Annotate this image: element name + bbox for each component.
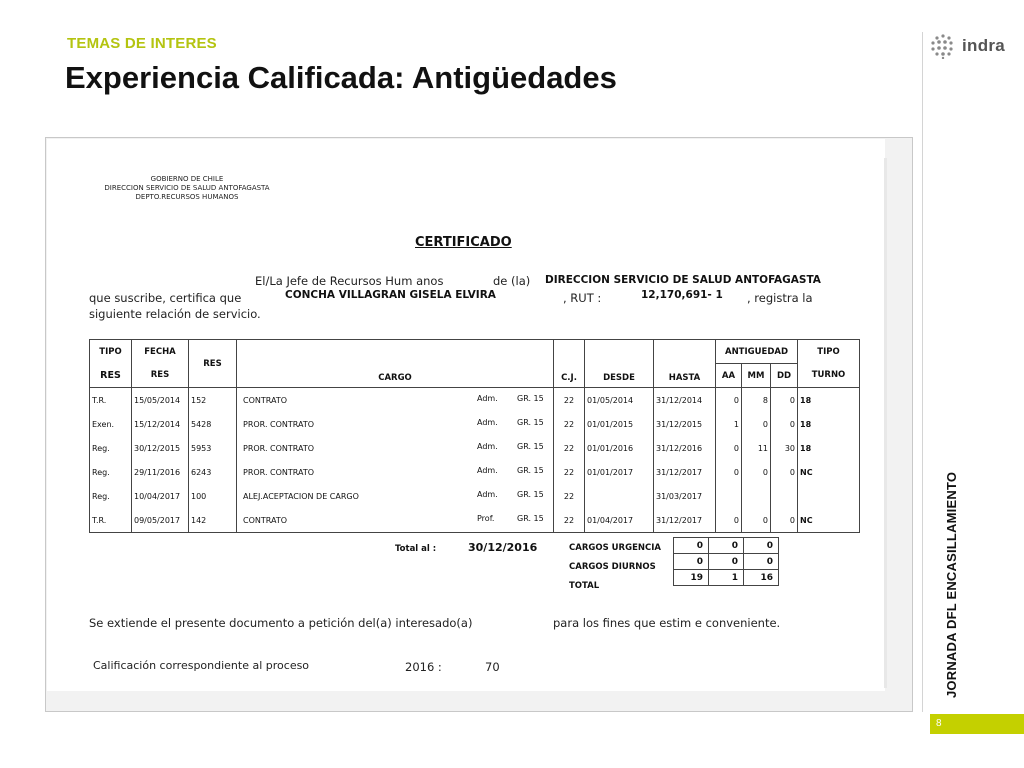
cell-desde [585, 484, 654, 508]
divider [922, 32, 923, 712]
cell-aa: 1 [716, 412, 742, 436]
th-hasta: HASTA [654, 340, 716, 388]
cell-dd: 30 [771, 436, 798, 460]
table-row [90, 436, 860, 460]
table-row [90, 460, 860, 484]
total-aa: 0 [674, 538, 709, 554]
cell-tipo: Exen. [90, 412, 132, 436]
cell-hasta: 31/03/2017 [654, 484, 716, 508]
cargo-grade: GR. 15 [517, 418, 544, 427]
intro-line3: siguiente relación de servicio. [89, 307, 261, 321]
total-mm: 0 [709, 538, 744, 554]
cargo-text: CONTRATO [243, 515, 288, 525]
cell-hasta: 31/12/2016 [654, 436, 716, 460]
th-res: RES [189, 340, 237, 388]
table-row [90, 412, 860, 436]
cargo-grade: GR. 15 [517, 490, 544, 499]
cell-aa: 0 [716, 460, 742, 484]
cell-mm [742, 484, 771, 508]
cell-desde: 01/01/2017 [585, 460, 654, 484]
indra-logo [930, 33, 1005, 59]
cell-res: 5953 [189, 436, 237, 460]
total-dd: 0 [744, 554, 779, 570]
calificacion-value: 70 [485, 660, 500, 674]
th-desde: DESDE [585, 340, 654, 388]
table-header-row-1 [90, 340, 860, 364]
cell-desde: 01/05/2014 [585, 388, 654, 413]
logo-text: indra [962, 36, 1006, 55]
cell-mm: 0 [742, 460, 771, 484]
intro-line2-suffix: , registra la [747, 291, 813, 305]
org-line-depto: DEPTO.RECURSOS HUMANOS [135, 193, 239, 201]
intro-de: de (la) [493, 274, 531, 288]
cell-mm: 0 [742, 412, 771, 436]
cell-cj: 22 [554, 508, 585, 533]
th-dd: DD [771, 364, 798, 388]
cargo-text: PROR. CONTRATO [243, 419, 315, 429]
cell-cj: 22 [554, 460, 585, 484]
th-cargo: CARGO [237, 340, 554, 388]
cell-desde: 01/01/2016 [585, 436, 654, 460]
cell-turno: NC [798, 460, 860, 484]
cell-mm: 8 [742, 388, 771, 413]
side-label: JORNADA DFL ENCASILLAMIENTO [944, 471, 959, 698]
th-fecha: FECHA [132, 340, 189, 364]
cell-dd: 0 [771, 412, 798, 436]
paper-edge [884, 158, 887, 688]
slide-title: Experiencia Calificada: Antigüedades [65, 60, 617, 95]
total-aa: 0 [674, 554, 709, 570]
cell-dd [771, 484, 798, 508]
cell-dd: 0 [771, 460, 798, 484]
calificacion-label: Calificación correspondiente al proceso [93, 659, 310, 672]
th-antiguedad: ANTIGUEDAD [716, 340, 798, 364]
cargo-adm: Adm. [477, 394, 498, 403]
cargo-grade: GR. 15 [517, 466, 544, 475]
intro-line2: que suscribe, certifica que [89, 291, 242, 305]
cargo-grade: GR. 15 [517, 514, 544, 523]
cell-fecha: 09/05/2017 [132, 508, 189, 533]
service-table [89, 339, 860, 533]
totals-row [674, 538, 779, 554]
certificate-paper [47, 139, 885, 691]
cargo-text: PROR. CONTRATO [243, 443, 315, 453]
cell-res: 142 [189, 508, 237, 533]
total-al-label: Total al : [395, 544, 437, 554]
calificacion-year: 2016 : [405, 660, 442, 674]
th-mm: MM [742, 364, 771, 388]
cell-hasta: 31/12/2015 [654, 412, 716, 436]
cell-aa: 0 [716, 508, 742, 533]
cargo-adm: Adm. [477, 418, 498, 427]
cargo-text: PROR. CONTRATO [243, 467, 315, 477]
cargo-grade: GR. 15 [517, 442, 544, 451]
total-label-urgencia: CARGOS URGENCIA [569, 543, 661, 553]
cell-fecha: 29/11/2016 [132, 460, 189, 484]
cell-cargo [237, 436, 554, 460]
intro-line1: El/La Jefe de Recursos Hum anos [255, 274, 444, 288]
cell-cargo [237, 412, 554, 436]
cell-dd: 0 [771, 508, 798, 533]
cell-aa [716, 484, 742, 508]
cell-fecha: 30/12/2015 [132, 436, 189, 460]
page-number: 8 [936, 718, 942, 729]
cell-tipo: T.R. [90, 388, 132, 413]
totals-row [674, 570, 779, 586]
cell-cargo [237, 388, 554, 413]
cell-desde: 01/01/2015 [585, 412, 654, 436]
cell-turno: NC [798, 508, 860, 533]
total-aa: 19 [674, 570, 709, 586]
cell-tipo: Reg. [90, 436, 132, 460]
scanned-certificate [45, 137, 913, 712]
table-row [90, 484, 860, 508]
cell-tipo: Reg. [90, 484, 132, 508]
cell-hasta: 31/12/2017 [654, 460, 716, 484]
org-header [87, 175, 287, 202]
cell-mm: 11 [742, 436, 771, 460]
indra-dots-icon [930, 33, 956, 59]
table-row [90, 508, 860, 533]
total-dd: 0 [744, 538, 779, 554]
totals-table [673, 537, 779, 586]
th-aa: AA [716, 364, 742, 388]
cargo-text: CONTRATO [243, 395, 288, 405]
cargo-adm: Adm. [477, 466, 498, 475]
cell-aa: 0 [716, 388, 742, 413]
cell-turno: 18 [798, 436, 860, 460]
org-line-direccion: DIRECCION SERVICIO DE SALUD ANTOFAGASTA [104, 184, 270, 192]
total-mm: 1 [709, 570, 744, 586]
totals-row [674, 554, 779, 570]
closing-line-2: para los fines que estim e conveniente. [553, 616, 781, 630]
intro-org: DIRECCION SERVICIO DE SALUD ANTOFAGASTA [545, 274, 821, 286]
org-line-gobierno: GOBIERNO DE CHILE [150, 175, 224, 183]
cell-hasta: 31/12/2017 [654, 508, 716, 533]
section-kicker: TEMAS DE INTERES [67, 35, 217, 52]
th-tipo-turno: TIPO [798, 340, 860, 364]
cell-dd: 0 [771, 388, 798, 413]
cell-fecha: 15/05/2014 [132, 388, 189, 413]
closing-line-1: Se extiende el presente documento a petición del(a) interesado(a) [89, 616, 473, 630]
page-number-bar [930, 714, 1024, 734]
total-label-diurnos: CARGOS DIURNOS [569, 562, 656, 572]
cell-turno: 18 [798, 412, 860, 436]
total-mm: 0 [709, 554, 744, 570]
cell-res: 152 [189, 388, 237, 413]
cell-turno [798, 484, 860, 508]
cell-cargo [237, 508, 554, 533]
th-res-top: RES [90, 364, 132, 388]
cell-tipo: T.R. [90, 508, 132, 533]
cell-aa: 0 [716, 436, 742, 460]
cell-res: 6243 [189, 460, 237, 484]
th-cj: C.J. [554, 340, 585, 388]
cell-cj: 22 [554, 388, 585, 413]
cell-cj: 22 [554, 412, 585, 436]
cargo-text: ALEJ.ACEPTACION DE CARGO [243, 491, 359, 501]
cell-mm: 0 [742, 508, 771, 533]
cell-turno: 18 [798, 388, 860, 413]
cell-tipo: Reg. [90, 460, 132, 484]
cell-fecha: 15/12/2014 [132, 412, 189, 436]
cell-res: 5428 [189, 412, 237, 436]
cell-fecha: 10/04/2017 [132, 484, 189, 508]
cargo-adm: Adm. [477, 442, 498, 451]
cargo-adm: Adm. [477, 490, 498, 499]
total-label-total: TOTAL [569, 581, 600, 591]
rut-label: , RUT : [563, 291, 602, 305]
rut-value: 12,170,691- 1 [641, 289, 723, 301]
th-res-sub: RES [132, 364, 189, 388]
person-name: CONCHA VILLAGRAN GISELA ELVIRA [285, 289, 496, 301]
total-al-date: 30/12/2016 [468, 541, 538, 554]
total-dd: 16 [744, 570, 779, 586]
cell-hasta: 31/12/2014 [654, 388, 716, 413]
cell-cj: 22 [554, 484, 585, 508]
certificate-title: CERTIFICADO [415, 235, 512, 250]
cell-res: 100 [189, 484, 237, 508]
th-turno: TURNO [798, 364, 860, 388]
cell-cj: 22 [554, 436, 585, 460]
table-row [90, 388, 860, 413]
cargo-adm: Prof. [477, 514, 495, 523]
th-tipo: TIPO [90, 340, 132, 364]
cell-cargo [237, 484, 554, 508]
cell-desde: 01/04/2017 [585, 508, 654, 533]
cargo-grade: GR. 15 [517, 394, 544, 403]
cell-cargo [237, 460, 554, 484]
